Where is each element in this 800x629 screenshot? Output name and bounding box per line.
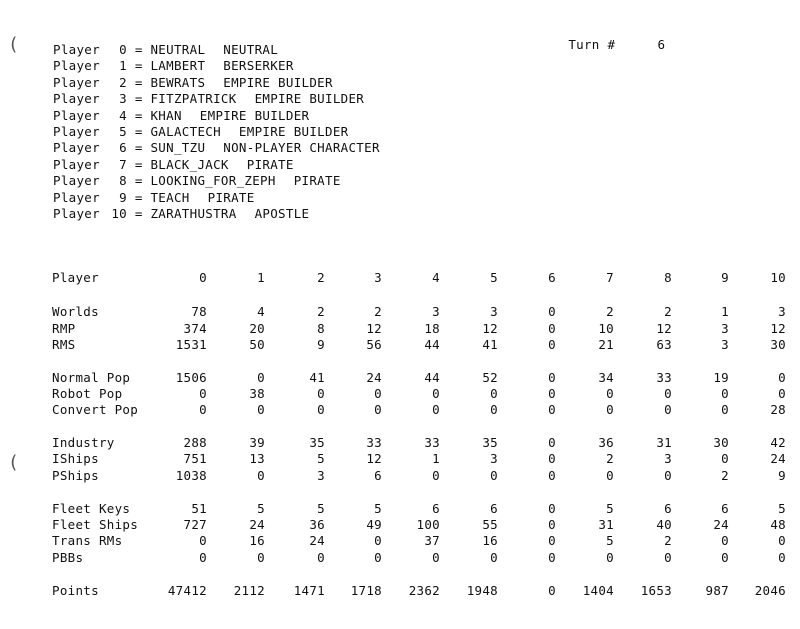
table-row bbox=[52, 386, 792, 402]
table-cell: 0 bbox=[257, 370, 265, 385]
table-cell: 0 bbox=[490, 468, 498, 483]
table-cell: 0 bbox=[606, 550, 614, 565]
table-cell: 35 bbox=[482, 435, 498, 450]
table-row bbox=[52, 533, 792, 549]
table-cell: 52 bbox=[482, 370, 498, 385]
table-row bbox=[52, 304, 792, 320]
player-roster-row bbox=[53, 157, 380, 173]
player-index: 10 bbox=[111, 205, 127, 221]
table-cell: 12 bbox=[656, 321, 672, 336]
player-index: 5 bbox=[119, 123, 127, 139]
equals-sign: = bbox=[127, 189, 151, 205]
table-cell: 0 bbox=[664, 402, 672, 417]
table-cell: 5 bbox=[317, 501, 325, 516]
player-roster-row bbox=[53, 124, 380, 140]
row-label: Industry bbox=[52, 435, 115, 450]
table-cell: 0 bbox=[317, 402, 325, 417]
table-row bbox=[52, 583, 792, 599]
table-cell: 0 bbox=[721, 550, 729, 565]
table-cell: 0 bbox=[374, 386, 382, 401]
table-row bbox=[52, 321, 792, 337]
table-cell: 1531 bbox=[175, 337, 207, 352]
table-cell: 0 bbox=[548, 304, 556, 319]
table-cell: 1038 bbox=[175, 468, 207, 483]
table-cell: 24 bbox=[713, 517, 729, 532]
table-cell: 0 bbox=[548, 386, 556, 401]
row-label: Trans RMs bbox=[52, 533, 123, 548]
player-name: TEACH bbox=[150, 189, 190, 205]
table-cell: 12 bbox=[366, 451, 382, 466]
table-cell: 6 bbox=[548, 270, 556, 285]
player-label: Player bbox=[53, 189, 100, 205]
table-cell: 12 bbox=[366, 321, 382, 336]
player-name: SUN_TZU bbox=[150, 140, 206, 156]
table-cell: 0 bbox=[664, 550, 672, 565]
table-cell: 37 bbox=[424, 533, 440, 548]
player-role: NON-PLAYER CHARACTER bbox=[223, 140, 380, 156]
table-row bbox=[52, 451, 792, 467]
player-roster-row bbox=[53, 190, 380, 206]
table-cell: 30 bbox=[770, 337, 786, 352]
player-role: EMPIRE BUILDER bbox=[238, 123, 349, 139]
player-index: 8 bbox=[119, 173, 127, 189]
table-cell: 13 bbox=[249, 451, 265, 466]
player-roster-row bbox=[53, 75, 380, 91]
table-cell: 10 bbox=[598, 321, 614, 336]
table-cell: 1404 bbox=[582, 583, 614, 598]
player-label: Player bbox=[53, 58, 100, 74]
table-cell: 0 bbox=[548, 370, 556, 385]
player-label: Player bbox=[53, 123, 100, 139]
table-cell: 24 bbox=[770, 451, 786, 466]
table-cell: 40 bbox=[656, 517, 672, 532]
table-cell: 0 bbox=[199, 550, 207, 565]
table-cell: 2046 bbox=[754, 583, 786, 598]
player-role: PIRATE bbox=[246, 156, 294, 172]
table-cell: 0 bbox=[548, 435, 556, 450]
table-cell: 16 bbox=[482, 533, 498, 548]
table-cell: 4 bbox=[432, 270, 440, 285]
table-cell: 33 bbox=[366, 435, 382, 450]
table-cell: 8 bbox=[317, 321, 325, 336]
table-cell: 31 bbox=[598, 517, 614, 532]
table-cell: 6 bbox=[664, 501, 672, 516]
turn-label: Turn # bbox=[568, 37, 616, 52]
table-cell: 751 bbox=[183, 451, 207, 466]
table-cell: 9 bbox=[778, 468, 786, 483]
table-cell: 0 bbox=[490, 402, 498, 417]
row-label: RMP bbox=[52, 321, 76, 336]
player-index: 6 bbox=[119, 140, 127, 156]
table-cell: 0 bbox=[548, 402, 556, 417]
table-cell: 5 bbox=[257, 501, 265, 516]
row-label: Convert Pop bbox=[52, 402, 139, 417]
table-cell: 24 bbox=[249, 517, 265, 532]
table-cell: 0 bbox=[432, 468, 440, 483]
table-cell: 31 bbox=[656, 435, 672, 450]
row-label: Normal Pop bbox=[52, 370, 131, 385]
player-name: GALACTECH bbox=[150, 123, 221, 139]
table-cell: 0 bbox=[374, 533, 382, 548]
table-cell: 51 bbox=[191, 501, 207, 516]
equals-sign: = bbox=[127, 74, 151, 90]
player-label: Player bbox=[53, 107, 100, 123]
table-cell: 9 bbox=[317, 337, 325, 352]
player-index: 1 bbox=[119, 58, 127, 74]
player-label: Player bbox=[53, 156, 100, 172]
equals-sign: = bbox=[127, 107, 151, 123]
player-name: LAMBERT bbox=[150, 58, 206, 74]
player-name: KHAN bbox=[150, 107, 182, 123]
player-roster bbox=[53, 42, 380, 222]
table-cell: 10 bbox=[770, 270, 786, 285]
table-cell: 288 bbox=[183, 435, 207, 450]
table-cell: 2 bbox=[606, 451, 614, 466]
table-cell: 36 bbox=[598, 435, 614, 450]
table-cell: 5 bbox=[778, 501, 786, 516]
table-row bbox=[52, 501, 792, 517]
table-cell: 100 bbox=[416, 517, 440, 532]
table-cell: 0 bbox=[664, 468, 672, 483]
table-cell: 2 bbox=[721, 468, 729, 483]
table-cell: 6 bbox=[432, 501, 440, 516]
table-cell: 1653 bbox=[640, 583, 672, 598]
table-cell: 0 bbox=[257, 468, 265, 483]
table-row bbox=[52, 370, 792, 386]
player-role: NEUTRAL bbox=[223, 42, 279, 57]
table-cell: 0 bbox=[548, 550, 556, 565]
table-header-row bbox=[52, 270, 792, 286]
table-cell: 0 bbox=[374, 550, 382, 565]
row-label: RMS bbox=[52, 337, 76, 352]
player-role: EMPIRE BUILDER bbox=[199, 107, 310, 123]
table-cell: 8 bbox=[664, 270, 672, 285]
player-roster-row bbox=[53, 42, 380, 58]
table-cell: 2 bbox=[606, 304, 614, 319]
table-cell: 987 bbox=[705, 583, 729, 598]
player-name: FITZPATRICK bbox=[150, 91, 237, 107]
table-cell: 0 bbox=[548, 517, 556, 532]
table-cell: 0 bbox=[721, 451, 729, 466]
table-cell: 2 bbox=[664, 533, 672, 548]
row-label: Worlds bbox=[52, 304, 99, 319]
table-cell: 5 bbox=[374, 501, 382, 516]
table-cell: 3 bbox=[317, 468, 325, 483]
equals-sign: = bbox=[127, 205, 151, 221]
table-cell: 19 bbox=[713, 370, 729, 385]
table-cell: 5 bbox=[606, 501, 614, 516]
row-label: Points bbox=[52, 583, 99, 598]
table-cell: 0 bbox=[257, 550, 265, 565]
player-label: Player bbox=[53, 140, 100, 156]
table-cell: 3 bbox=[490, 304, 498, 319]
table-cell: 6 bbox=[490, 501, 498, 516]
table-cell: 0 bbox=[490, 550, 498, 565]
table-cell: 2 bbox=[664, 304, 672, 319]
table-cell: 0 bbox=[778, 370, 786, 385]
table-cell: 2 bbox=[317, 270, 325, 285]
table-cell: 5 bbox=[317, 451, 325, 466]
player-roster-row bbox=[53, 140, 380, 156]
player-role: EMPIRE BUILDER bbox=[254, 91, 365, 107]
player-roster-row bbox=[53, 206, 380, 222]
player-roster-row bbox=[53, 58, 380, 74]
player-label: Player bbox=[53, 173, 100, 189]
table-cell: 0 bbox=[257, 402, 265, 417]
table-cell: 1506 bbox=[175, 370, 207, 385]
equals-sign: = bbox=[127, 123, 151, 139]
row-label: Fleet Ships bbox=[52, 517, 139, 532]
table-cell: 49 bbox=[366, 517, 382, 532]
equals-sign: = bbox=[127, 58, 151, 74]
table-cell: 0 bbox=[199, 386, 207, 401]
table-cell: 3 bbox=[664, 451, 672, 466]
table-row bbox=[52, 517, 792, 533]
table-cell: 24 bbox=[309, 533, 325, 548]
table-cell: 2362 bbox=[408, 583, 440, 598]
table-cell: 44 bbox=[424, 370, 440, 385]
player-index: 0 bbox=[119, 42, 127, 57]
table-row bbox=[52, 337, 792, 353]
table-cell: 78 bbox=[191, 304, 207, 319]
table-cell: 2112 bbox=[233, 583, 265, 598]
punch-hole-mark: ( bbox=[8, 452, 20, 473]
table-cell: 48 bbox=[770, 517, 786, 532]
table-cell: 0 bbox=[778, 550, 786, 565]
table-cell: 1 bbox=[721, 304, 729, 319]
table-cell: 0 bbox=[317, 386, 325, 401]
table-cell: 0 bbox=[548, 583, 556, 598]
table-cell: 41 bbox=[482, 337, 498, 352]
table-cell: 0 bbox=[490, 386, 498, 401]
table-cell: 0 bbox=[721, 402, 729, 417]
table-cell: 3 bbox=[778, 304, 786, 319]
row-label: PShips bbox=[52, 468, 99, 483]
table-cell: 0 bbox=[606, 402, 614, 417]
table-cell: 12 bbox=[770, 321, 786, 336]
table-cell: 0 bbox=[548, 533, 556, 548]
turn-indicator bbox=[537, 22, 665, 67]
table-cell: 0 bbox=[721, 533, 729, 548]
row-label: Robot Pop bbox=[52, 386, 123, 401]
player-index: 3 bbox=[119, 91, 127, 107]
player-index: 9 bbox=[119, 189, 127, 205]
table-cell: 0 bbox=[548, 468, 556, 483]
table-cell: 28 bbox=[770, 402, 786, 417]
player-role: PIRATE bbox=[207, 189, 255, 205]
table-row bbox=[52, 435, 792, 451]
player-index: 7 bbox=[119, 156, 127, 172]
table-cell: 0 bbox=[374, 402, 382, 417]
table-cell: 42 bbox=[770, 435, 786, 450]
table-cell: 6 bbox=[721, 501, 729, 516]
table-cell: 34 bbox=[598, 370, 614, 385]
player-label: Player bbox=[53, 42, 100, 57]
table-cell: 33 bbox=[424, 435, 440, 450]
table-cell: 0 bbox=[778, 386, 786, 401]
player-index: 2 bbox=[119, 74, 127, 90]
table-cell: 0 bbox=[548, 451, 556, 466]
equals-sign: = bbox=[127, 91, 151, 107]
table-cell: 1718 bbox=[350, 583, 382, 598]
player-role: EMPIRE BUILDER bbox=[223, 74, 333, 90]
equals-sign: = bbox=[127, 140, 151, 156]
equals-sign: = bbox=[127, 173, 151, 189]
table-row bbox=[52, 550, 792, 566]
table-cell: 0 bbox=[199, 533, 207, 548]
table-cell: 38 bbox=[249, 386, 265, 401]
table-cell: 30 bbox=[713, 435, 729, 450]
table-cell: 0 bbox=[432, 386, 440, 401]
player-roster-row bbox=[53, 173, 380, 189]
table-row bbox=[52, 468, 792, 484]
table-cell: 727 bbox=[183, 517, 207, 532]
table-row bbox=[52, 402, 792, 418]
table-cell: 0 bbox=[199, 270, 207, 285]
table-cell: 2 bbox=[374, 304, 382, 319]
row-label: PBBs bbox=[52, 550, 84, 565]
table-cell: 20 bbox=[249, 321, 265, 336]
table-cell: 3 bbox=[374, 270, 382, 285]
table-cell: 0 bbox=[721, 386, 729, 401]
table-cell: 44 bbox=[424, 337, 440, 352]
table-cell: 4 bbox=[257, 304, 265, 319]
player-role: BERSERKER bbox=[223, 58, 294, 74]
table-cell: 1 bbox=[257, 270, 265, 285]
equals-sign: = bbox=[127, 42, 151, 57]
table-cell: 63 bbox=[656, 337, 672, 352]
table-cell: 1471 bbox=[293, 583, 325, 598]
table-cell: 39 bbox=[249, 435, 265, 450]
player-name: NEUTRAL bbox=[150, 42, 206, 57]
punch-hole-mark: ( bbox=[8, 34, 20, 55]
table-cell: 0 bbox=[664, 386, 672, 401]
player-name: BEWRATS bbox=[150, 74, 206, 90]
player-name: LOOKING_FOR_ZEPH bbox=[150, 173, 276, 189]
table-cell: 0 bbox=[778, 533, 786, 548]
table-cell: 33 bbox=[656, 370, 672, 385]
table-cell: 0 bbox=[548, 337, 556, 352]
table-cell: 9 bbox=[721, 270, 729, 285]
table-cell: 47412 bbox=[167, 583, 207, 598]
table-cell: 0 bbox=[317, 550, 325, 565]
table-cell: 0 bbox=[548, 321, 556, 336]
equals-sign: = bbox=[127, 156, 151, 172]
row-label: Fleet Keys bbox=[52, 501, 131, 516]
table-cell: 3 bbox=[432, 304, 440, 319]
table-cell: 12 bbox=[482, 321, 498, 336]
table-cell: 5 bbox=[606, 533, 614, 548]
table-cell: 50 bbox=[249, 337, 265, 352]
table-cell: 7 bbox=[606, 270, 614, 285]
player-index: 4 bbox=[119, 107, 127, 123]
table-cell: 0 bbox=[606, 468, 614, 483]
table-cell: 3 bbox=[490, 451, 498, 466]
table-cell: 41 bbox=[309, 370, 325, 385]
table-cell: 3 bbox=[721, 337, 729, 352]
table-cell: 1 bbox=[432, 451, 440, 466]
player-name: BLACK_JACK bbox=[150, 156, 229, 172]
table-cell: 24 bbox=[366, 370, 382, 385]
table-cell: 0 bbox=[606, 386, 614, 401]
row-label: IShips bbox=[52, 451, 99, 466]
table-cell: 2 bbox=[317, 304, 325, 319]
player-name: ZARATHUSTRA bbox=[150, 205, 237, 221]
table-cell: 0 bbox=[199, 402, 207, 417]
table-cell: 3 bbox=[721, 321, 729, 336]
row-label: Player bbox=[52, 270, 99, 285]
player-roster-row bbox=[53, 91, 380, 107]
turn-value: 6 bbox=[657, 37, 666, 52]
table-cell: 18 bbox=[424, 321, 440, 336]
player-label: Player bbox=[53, 74, 100, 90]
player-label: Player bbox=[53, 205, 100, 221]
player-label: Player bbox=[53, 91, 100, 107]
player-role: APOSTLE bbox=[254, 205, 310, 221]
player-role: PIRATE bbox=[293, 173, 341, 189]
table-cell: 16 bbox=[249, 533, 265, 548]
table-cell: 35 bbox=[309, 435, 325, 450]
table-cell: 55 bbox=[482, 517, 498, 532]
table-cell: 374 bbox=[183, 321, 207, 336]
table-cell: 5 bbox=[490, 270, 498, 285]
table-cell: 56 bbox=[366, 337, 382, 352]
table-cell: 1948 bbox=[466, 583, 498, 598]
player-roster-row bbox=[53, 108, 380, 124]
table-cell: 6 bbox=[374, 468, 382, 483]
table-cell: 21 bbox=[598, 337, 614, 352]
table-cell: 0 bbox=[548, 501, 556, 516]
table-cell: 0 bbox=[432, 550, 440, 565]
table-cell: 36 bbox=[309, 517, 325, 532]
table-cell: 0 bbox=[432, 402, 440, 417]
